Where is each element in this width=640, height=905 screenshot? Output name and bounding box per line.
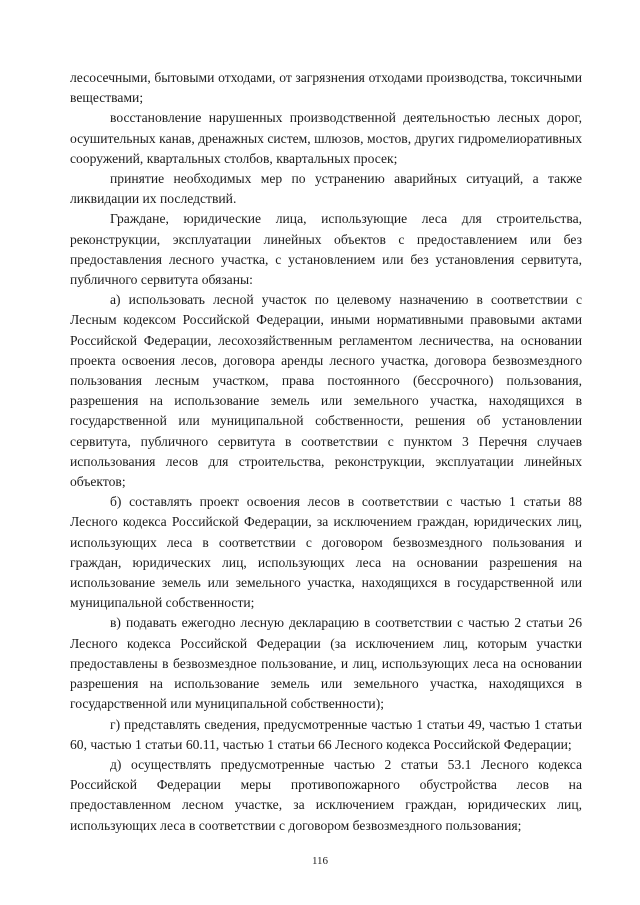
paragraph-restoration: восстановление нарушенных производственной деятельностью лесных дорог, осушительных канав, дренажных систем, шлюзов, мостов, других гидромелиоративных сооружений, квартальных столбов, квартальных просек; (70, 110, 582, 166)
page-number: 116 (311, 855, 329, 867)
paragraph-item-d: д) осуществлять предусмотренные частью 2 статьи 53.1 Лесного кодекса Российской Федерации меры противопожарного обустройства лесов на предоставленном лесном участке, за исключением граждан, юридических лиц, использующих леса в соответствии с договором безвозмездного пользования; (70, 756, 582, 833)
paragraph-emergency: принятие необходимых мер по устранению аварийных ситуаций, а также ликвидации их последствий. (70, 171, 582, 207)
paragraph-item-b: б) составлять проект освоения лесов в соответствии с частью 1 статьи 88 Лесного кодекса Российской Федерации, за исключением граждан, юридических лиц, использующих леса в соответствии с договором безвозмездного пользования и граждан, юридических лиц, использующих леса на основании разрешения на использование земель или земельного участка, находящихся в государственной или муниципальной собственности; (70, 494, 582, 611)
paragraph-item-g: г) представлять сведения, предусмотренные частью 1 статьи 49, частью 1 статьи 60, частью 1 статьи 60.11, частью 1 статьи 66 Лесного кодекса Российской Федерации; (70, 716, 582, 752)
paragraph-obligations-intro: Граждане, юридические лица, использующие леса для строительства, реконструкции, эксплуатации линейных объектов с предоставлением или без предоставления лесного участка, с установлением или без установления сервитута, публичного сервитута обязаны: (70, 211, 582, 288)
paragraph-continuation: лесосечными, бытовыми отходами, от загрязнения отходами производства, токсичными веществами; (70, 70, 582, 106)
document-body (70, 68, 582, 836)
paragraph-item-a: а) использовать лесной участок по целевому назначению в соответствии с Лесным кодексом Российской Федерации, иными нормативными правовыми актами Российской Федерации, лесохозяйственным регламентом лесничества, на основании проекта освоения лесов, договора аренды лесного участка, договора безвозмездного пользования лесным участком, права постоянного (бессрочного) пользования, разрешения на использование земель или земельного участка, находящихся в государственной или муниципальной собственности, решения об установлении сервитута, публичного сервитута в соответствии с пунктом 3 Перечня случаев использования лесов для строительства, реконструкции, эксплуатации линейных объектов; (70, 292, 582, 490)
paragraph-item-v: в) подавать ежегодно лесную декларацию в соответствии с частью 2 статьи 26 Лесного кодекса Российской Федерации (за исключением лиц, которым участки предоставлены в безвозмездное пользование, и лиц, использующих леса на основании разрешения на использование земель или земельного участка, находящихся в государственной или муниципальной собственности); (70, 615, 582, 712)
